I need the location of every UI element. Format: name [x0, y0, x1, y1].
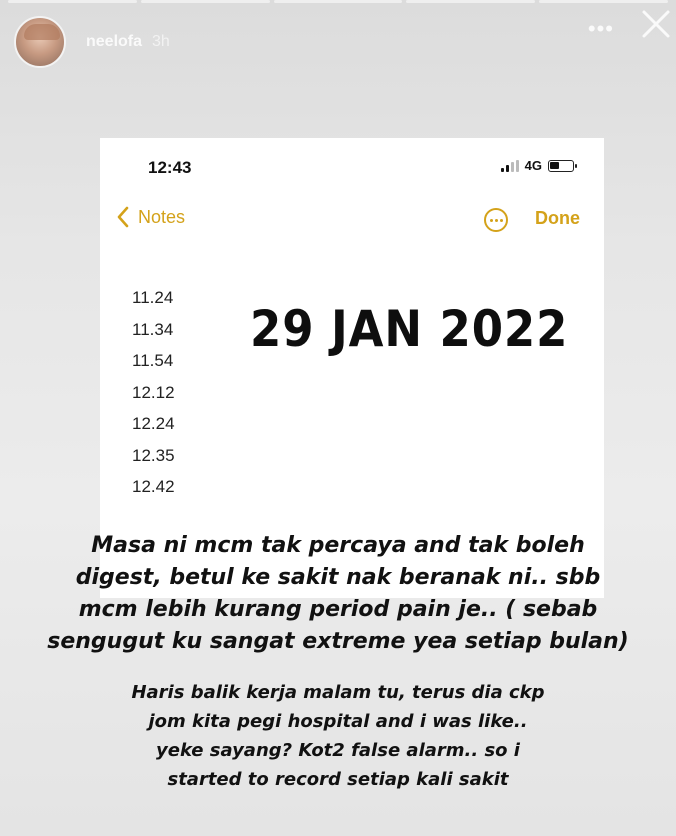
caption-line: yeke sayang? Kot2 false alarm.. so i	[156, 740, 520, 761]
story-header	[14, 14, 666, 70]
caption-line: jom kita pegi hospital and i was like..	[148, 711, 528, 732]
story-caption-secondary	[0, 678, 676, 794]
list-item: 11.24	[132, 288, 174, 307]
story-progress-bar	[8, 0, 668, 3]
story-progress-segment	[8, 0, 137, 3]
ellipsis-circle-icon[interactable]	[484, 208, 508, 232]
notes-screenshot	[100, 138, 604, 598]
list-item: 12.42	[132, 477, 175, 496]
story-progress-segment	[141, 0, 270, 3]
more-horizontal-icon[interactable]: •••	[587, 16, 614, 41]
status-time: 12:43	[148, 158, 192, 177]
post-time: 3h	[152, 33, 170, 50]
caption-line: sengugut ku sangat extreme yea setiap bulan)	[47, 629, 629, 654]
caption-line: Masa ni mcm tak percaya and tak boleh	[91, 533, 585, 558]
story-progress-segment	[406, 0, 535, 3]
caption-line: Haris balik kerja malam tu, terus dia ckp	[131, 682, 545, 703]
story-progress-segment	[274, 0, 403, 3]
notes-back-label: Notes	[138, 206, 186, 227]
caption-line: mcm lebih kurang period pain je.. ( sebab	[78, 597, 598, 622]
username[interactable]: neelofa	[86, 33, 143, 50]
caption-line: digest, betul ke sakit nak beranak ni.. sbb	[75, 565, 601, 590]
list-item: 12.12	[132, 382, 175, 402]
status-indicators	[501, 158, 574, 173]
battery-icon	[548, 160, 574, 172]
list-item: 12.35	[132, 445, 175, 465]
chevron-left-icon	[116, 206, 130, 228]
done-button[interactable]: Done	[535, 208, 580, 228]
time-list	[132, 282, 175, 503]
list-item: 11.54	[132, 351, 174, 370]
story-caption-primary	[0, 530, 676, 658]
avatar[interactable]	[14, 16, 66, 68]
caption-line: started to record setiap kali sakit	[167, 769, 509, 790]
cellular-signal-icon	[501, 160, 519, 172]
notes-back-button[interactable]	[116, 206, 185, 228]
network-label: 4G	[524, 158, 542, 173]
story-progress-segment	[539, 0, 668, 3]
list-item: 12.24	[132, 414, 175, 433]
close-icon[interactable]	[638, 6, 674, 42]
date-heading: 29 JAN 2022	[250, 300, 569, 358]
list-item: 11.34	[132, 319, 174, 339]
